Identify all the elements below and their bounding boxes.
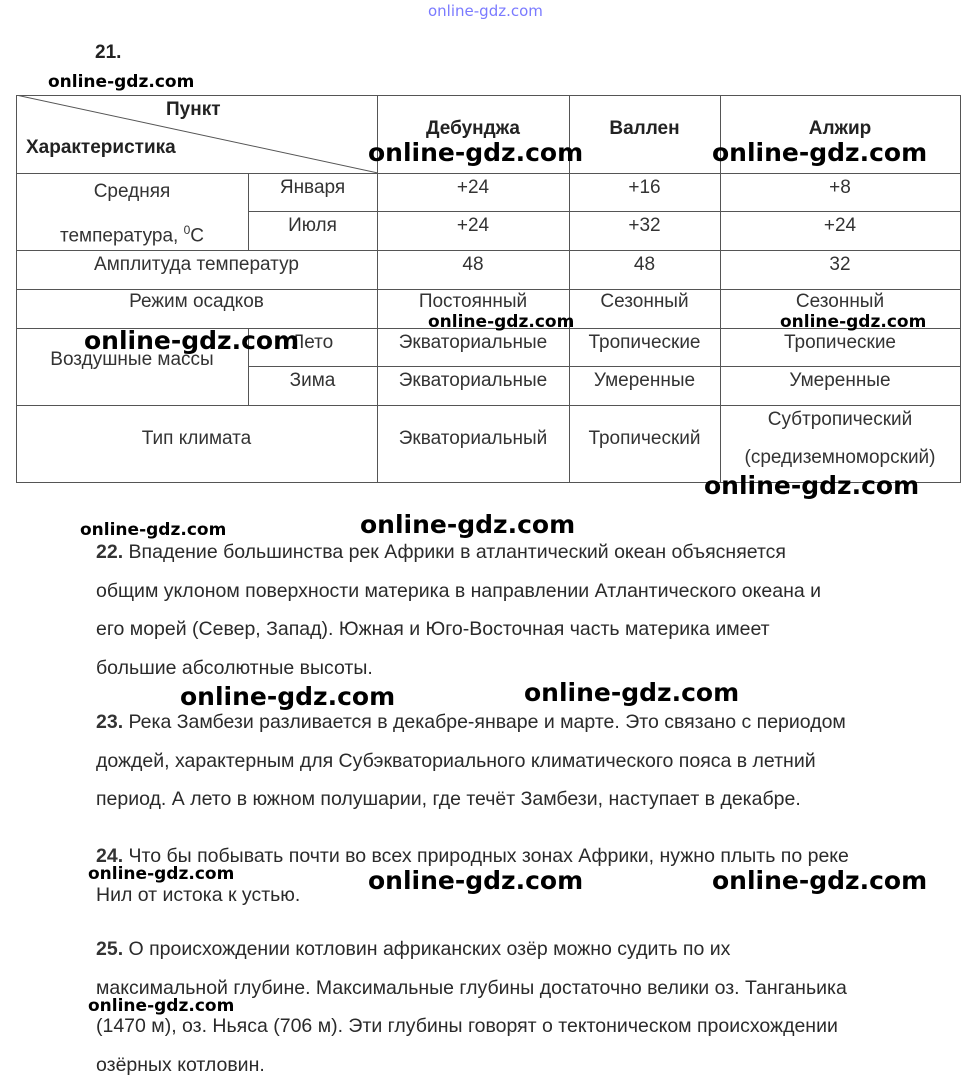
cell-precip-vallen: Сезонный [600, 291, 689, 312]
sublabel-january: Января [279, 177, 346, 198]
task-22-line: общим уклоном поверхности материка в направлении Атлантического океана и [96, 579, 822, 602]
task-25-line [96, 930, 956, 969]
cell-jul-alger: +24 [823, 215, 857, 236]
header-characteristic: Характеристика [26, 137, 176, 158]
climate-alger-line2: (средиземноморский) [744, 447, 936, 468]
cell-precip-alger: Сезонный [795, 291, 885, 312]
watermark: online-gdz.com [428, 312, 575, 332]
cell-amp-alger: 32 [829, 254, 851, 275]
cell-amp-debundja: 48 [462, 254, 484, 275]
task-21-number: 21. [95, 42, 122, 63]
column-vallen: Валлен [609, 118, 680, 139]
task-25-text: О происхождении котловин африканских озёр можно судить по их [128, 938, 731, 960]
cell-summer-vallen: Тропические [588, 332, 701, 353]
temperature-word: температура, [59, 225, 179, 247]
task-25-line: максимальной глубине. Максимальные глубины достаточно велики оз. Танганьика [96, 976, 847, 999]
watermark-top: online-gdz.com [428, 2, 543, 20]
row-label-temperature [16, 173, 248, 250]
task-24-number: 24. [96, 845, 124, 867]
row-label-amplitude: Амплитуда температур [94, 254, 299, 275]
cell-climate-debundja: Экваториальный [398, 428, 548, 449]
task-22-text: Впадение большинства рек Африки в атлантический океан объясняется [128, 541, 786, 563]
cell-summer-alger: Тропические [783, 332, 897, 353]
watermark: online-gdz.com [780, 312, 927, 332]
watermark: online-gdz.com [88, 864, 235, 884]
watermark: online-gdz.com [88, 996, 235, 1016]
sublabel-summer: Лето [291, 332, 334, 353]
cell-jul-vallen: +32 [628, 215, 661, 236]
cell-climate-vallen: Тропический [588, 428, 701, 449]
table-border-right [960, 95, 961, 482]
celsius-unit: С [190, 225, 204, 247]
cell-precip-debundja: Постоянный [418, 291, 528, 312]
cell-winter-vallen: Умеренные [593, 370, 696, 391]
task-23-line: дождей, характерным для Субэкваториального климатического пояса в летний [96, 749, 816, 772]
task-22-number: 22. [96, 541, 124, 563]
row-label-climate: Тип климата [141, 428, 252, 449]
watermark: online-gdz.com [84, 326, 300, 355]
task-22-line: большие абсолютные высоты. [96, 656, 373, 679]
task-25-line: (1470 м), оз. Ньяса (706 м). Эти глубины говорят о тектоническом происхождении [96, 1015, 838, 1037]
task-23 [96, 703, 956, 819]
watermark: online-gdz.com [360, 510, 576, 539]
task-24-text: Что бы побывать почти во всех природных зонах Африки, нужно плыть по реке [128, 845, 849, 867]
cell-amp-vallen: 48 [633, 254, 656, 275]
cell-winter-debundja: Экваториальные [398, 370, 548, 391]
degree-sup: 0 [183, 223, 191, 237]
watermark: online-gdz.com [80, 520, 227, 540]
task-25-line: озёрных котловин. [96, 1053, 265, 1076]
watermark: online-gdz.com [368, 138, 584, 167]
sublabel-july: Июля [288, 215, 337, 236]
column-debundja: Дебунджа [426, 118, 520, 139]
task-25-number: 25. [96, 938, 124, 960]
cell-summer-debundja: Экваториальные [398, 332, 548, 353]
row-label-precip: Режим осадков [129, 291, 264, 312]
cell-winter-alger: Умеренные [789, 370, 891, 391]
column-alger: Алжир [808, 118, 872, 139]
watermark: online-gdz.com [712, 138, 928, 167]
task-23-number: 23. [96, 711, 124, 733]
watermark: online-gdz.com [704, 471, 920, 500]
cell-jan-alger: +8 [829, 177, 851, 198]
watermark: online-gdz.com [524, 678, 740, 707]
temperature-label-line1: Средняя [93, 181, 171, 202]
cell-jan-debundja: +24 [456, 177, 490, 198]
watermark: online-gdz.com [712, 866, 928, 895]
watermark: online-gdz.com [48, 72, 195, 92]
header-point: Пункт [166, 99, 221, 120]
task-22-line: его морей (Север, Запад). Южная и Юго-Восточная часть материка имеет [96, 618, 770, 640]
sublabel-winter: Зима [289, 370, 336, 391]
climate-alger-line1: Субтропический [767, 409, 913, 430]
row-label-airmass: Воздушные массы [50, 349, 214, 370]
task-23-line: период. А лето в южном полушарии, где течёт Замбези, наступает в декабре. [96, 788, 801, 810]
task-24-line: Нил от истока к устью. [96, 883, 301, 906]
cell-jul-debundja: +24 [456, 215, 490, 236]
watermark: online-gdz.com [368, 866, 584, 895]
watermark: online-gdz.com [180, 682, 396, 711]
cell-jan-vallen: +16 [628, 177, 661, 198]
cell-climate-alger [720, 401, 960, 477]
task-23-text: Река Замбези разливается в декабре-январе и марте. Это связано с периодом [128, 711, 846, 733]
task-22 [96, 533, 956, 687]
